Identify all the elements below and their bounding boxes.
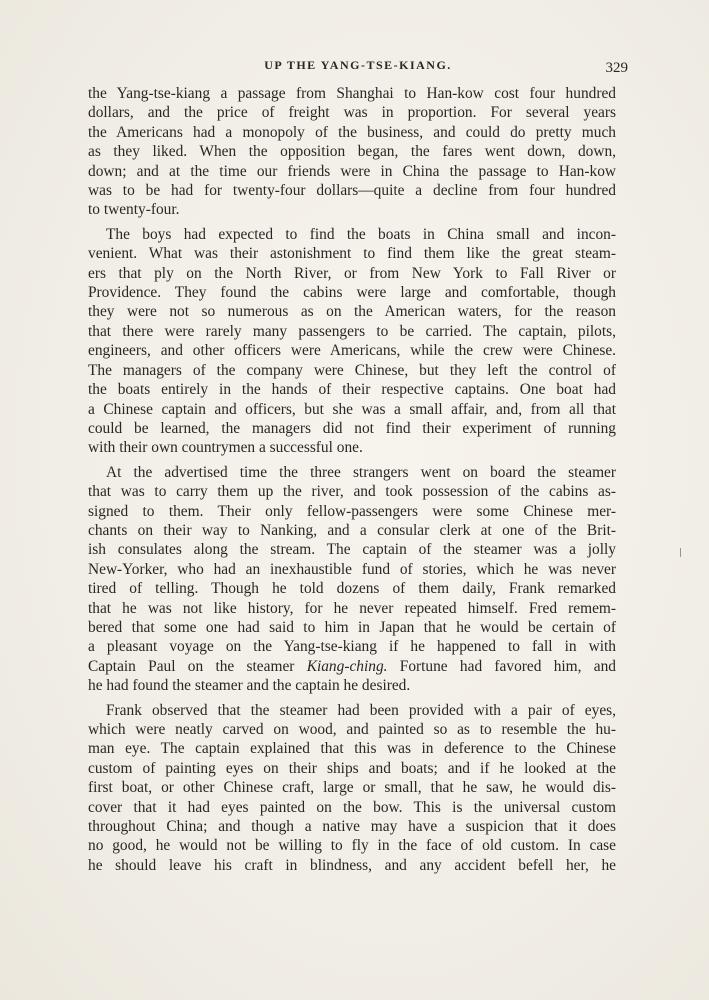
text-line: signed to them. Their only fellow-passengers were some Chinese mer- [88, 502, 616, 520]
text-line: Providence. They found the cabins were large and comfortable, though [88, 284, 616, 302]
margin-mark [680, 548, 681, 557]
text-line: the Yang-tse-kiang a passage from Shanghai to Han-kow cost four hundred [88, 85, 616, 102]
text-line: Frank observed that the steamer had been provided with a pair of eyes, [106, 701, 616, 719]
paragraph-2 [88, 225, 616, 458]
page-header [88, 58, 628, 82]
paragraph-1 [88, 84, 616, 220]
text-line: bered that some one had said to him in Japan that he would be certain of [88, 618, 616, 636]
text-line: tired of telling. Though he told dozens of them daily, Frank remarked [88, 580, 616, 598]
text-line: they were not so numerous as on the American waters, for the reason [88, 303, 616, 321]
text-line: At the advertised time the three strangers went on board the steamer [106, 463, 616, 481]
text-line: venient. What was their astonishment to find them like the great steam- [88, 245, 616, 263]
text-line-with-ship-name [88, 657, 616, 676]
text-line: ers that ply on the North River, or from New York to Fall River or [88, 264, 616, 282]
text-line: no good, he would not be willing to fly in the face of old custom. In case [88, 837, 616, 855]
text-line: The boys had expected to find the boats in China small and incon- [106, 225, 616, 243]
running-head: UP THE YANG-TSE-KIANG. [264, 58, 452, 72]
text-line: as they liked. When the opposition began, the fares went down, down, [88, 143, 616, 161]
text-line: dollars, and the price of freight was in proportion. For several years [88, 104, 616, 122]
ship-name: Kiang-ching. [306, 657, 388, 675]
paragraph-3 [88, 463, 616, 696]
text-line: first boat, or other Chinese craft, large or small, that he saw, he would dis- [88, 779, 616, 797]
text-line: that was to carry them up the river, and took possession of the cabins as- [88, 483, 616, 501]
text-run: Fortune had favored him, and [387, 657, 616, 675]
text-line: New-Yorker, who had an inexhaustible fund of stories, which he was never [88, 560, 616, 578]
text-line: ish consulates along the stream. The captain of the steamer was a jolly [88, 541, 616, 559]
text-line: chants on their way to Nanking, and a consular clerk at one of the Brit- [88, 521, 616, 539]
text-line: that he was not like history, for he never repeated himself. Fred remem- [88, 599, 616, 617]
text-line: the boats entirely in the hands of their respective captains. One boat had [88, 381, 616, 399]
text-line: could be learned, the managers did not find their experiment of running [88, 419, 616, 437]
text-line: The managers of the company were Chinese, but they left the control of [88, 361, 616, 379]
text-line: he had found the steamer and the captain he desired. [88, 677, 411, 695]
text-line: he should leave his craft in blindness, and any accident befell her, he [88, 856, 616, 874]
page-number: 329 [605, 60, 628, 76]
text-line: the Americans had a monopoly of the business, and could do pretty much [88, 123, 616, 141]
text-line: cover that it had eyes painted on the bow. This is the universal custom [88, 798, 616, 816]
text-line: to twenty-four. [88, 201, 180, 219]
text-line: engineers, and other officers were Americans, while the crew were Chinese. [88, 342, 616, 360]
text-line: was to be had for twenty-four dollars—quite a decline from four hundred [88, 182, 616, 200]
text-line: which were neatly carved on wood, and painted so as to resemble the hu- [88, 721, 616, 738]
text-line: throughout China; and though a native may have a suspicion that it does [88, 818, 616, 836]
text-line: down; and at the time our friends were in China the passage to Han-kow [88, 162, 616, 180]
text-line: that there were rarely many passengers to be carried. The captain, pilots, [88, 322, 616, 340]
text-line: a Chinese captain and officers, but she was a small affair, and, from all that [88, 400, 616, 418]
text-run: Captain Paul on the steamer [88, 657, 307, 675]
body-text [88, 84, 616, 880]
text-line: man eye. The captain explained that this was in deference to the Chinese [88, 740, 616, 758]
text-line: a pleasant voyage on the Yang-tse-kiang if he happened to fall in with [88, 638, 616, 656]
text-line: with their own countrymen a successful one. [88, 439, 363, 457]
text-line: custom of painting eyes on their ships and boats; and if he looked at the [88, 759, 616, 777]
paragraph-4 [88, 701, 616, 876]
